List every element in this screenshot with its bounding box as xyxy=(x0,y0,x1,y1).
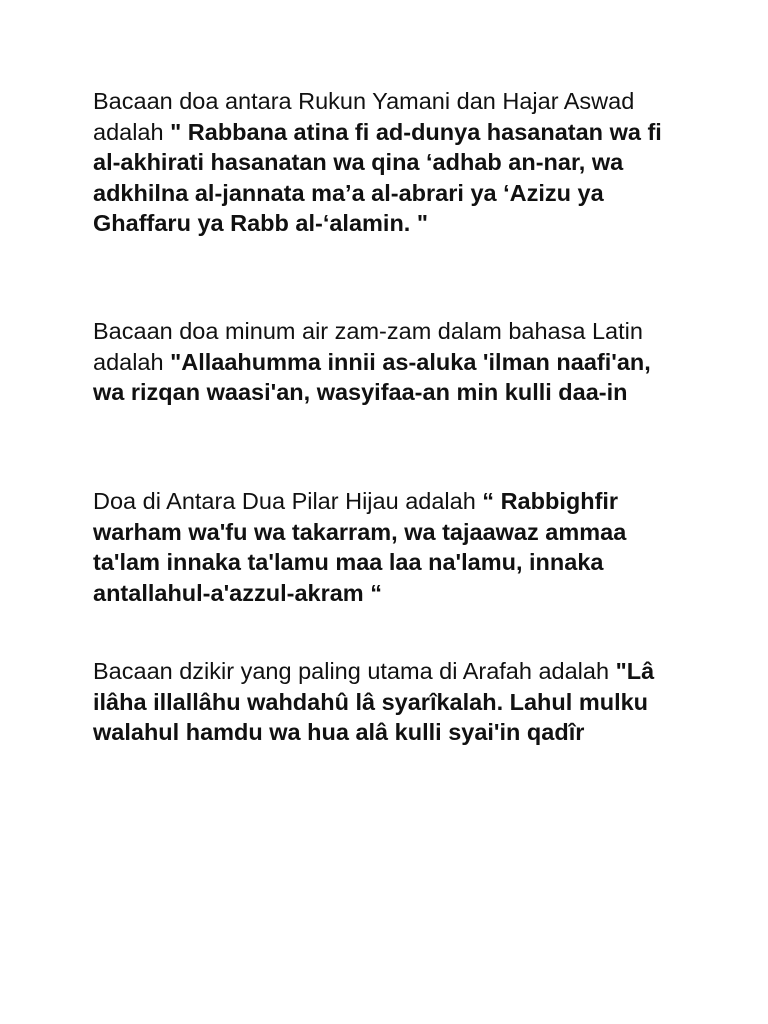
paragraph-intro-text: Bacaan doa antara Rukun Yamani dan Hajar Aswad adalah xyxy=(93,88,635,145)
paragraph-intro-text: Bacaan doa minum air zam-zam dalam bahasa Latin adalah xyxy=(93,318,643,375)
paragraph-intro-text: Doa di Antara Dua Pilar Hijau adalah xyxy=(93,488,483,514)
prayer-text: “ Rabbighfir warham wa'fu wa takarram, wa tajaawaz ammaa ta'lam innaka ta'lamu maa laa na'lamu, innaka antallahul-a'azzul-akram “ xyxy=(93,488,627,606)
paragraph-zamzam-prayer xyxy=(93,316,681,408)
paragraph-arafah-dhikr xyxy=(93,656,681,748)
paragraph-intro-text: Bacaan dzikir yang paling utama di Arafah adalah xyxy=(93,658,616,684)
prayer-text: " Rabbana atina fi ad-dunya hasanatan wa fi al-akhirati hasanatan wa qina ‘adhab an-nar, wa adkhilna al-jannata ma’a al-abrari ya ‘Azizu ya Ghaffaru ya Rabb al-‘alamin. " xyxy=(93,118,662,236)
paragraph-green-pillars-prayer xyxy=(93,486,681,608)
paragraph-rukun-yamani-prayer xyxy=(93,86,681,239)
prayer-text: "Lâ ilâha illallâhu wahdahû lâ syarîkalah. Lahul mulku walahul hamdu wa hua alâ kulli syai'in qadîr xyxy=(93,658,655,745)
prayer-text: "Allaahumma innii as-aluka 'ilman naafi'an, wa rizqan waasi'an, wasyifaa-an min kulli daa-in xyxy=(93,348,651,405)
